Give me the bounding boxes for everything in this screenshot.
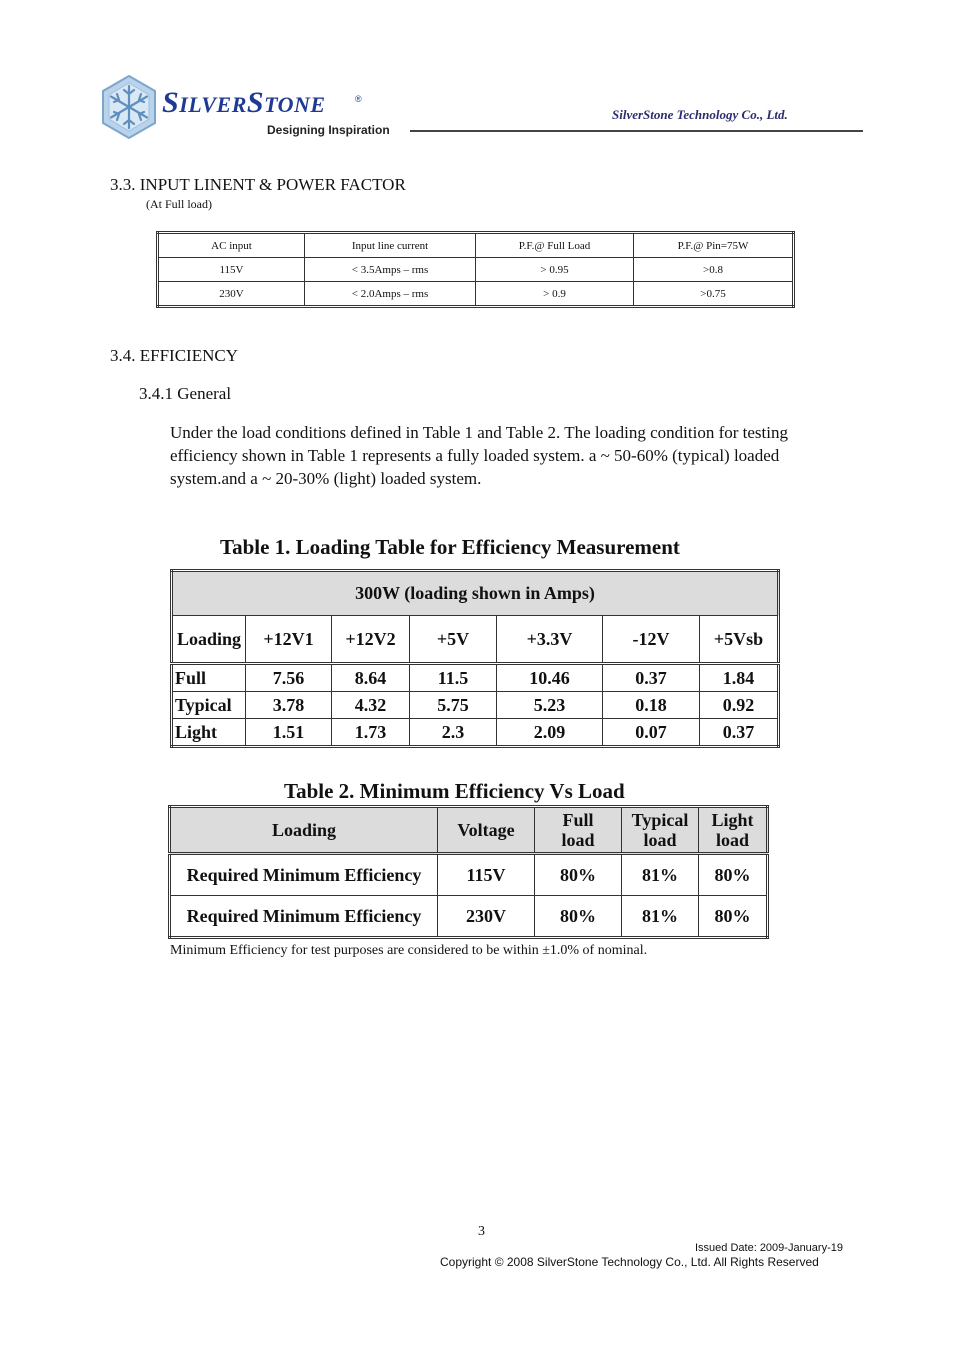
column-header: P.F.@ Pin=75W bbox=[634, 233, 794, 258]
paragraph-line: system.and a ~ 20-30% (light) loaded system. bbox=[170, 469, 482, 488]
table-row bbox=[158, 258, 794, 282]
table-cell: 0.18 bbox=[603, 692, 700, 719]
table-cell: < 2.0Amps – rms bbox=[305, 282, 476, 307]
table-row bbox=[172, 664, 779, 692]
table-cell: 0.07 bbox=[603, 719, 700, 747]
table-row bbox=[158, 282, 794, 307]
table-cell: 80% bbox=[535, 896, 622, 938]
column-header: Loading bbox=[172, 616, 246, 664]
snowflake-logo-icon bbox=[100, 74, 158, 140]
column-header: Voltage bbox=[438, 807, 535, 854]
column-header: +5Vsb bbox=[700, 616, 779, 664]
paragraph-line: efficiency shown in Table 1 represents a fully loaded system. a ~ 50-60% (typical) loaded bbox=[170, 446, 780, 465]
registered-mark: ® bbox=[355, 94, 362, 104]
column-header: Full load bbox=[535, 807, 622, 854]
row-label: Light bbox=[172, 719, 246, 747]
column-header: Input line current bbox=[305, 233, 476, 258]
table-cell: 0.92 bbox=[700, 692, 779, 719]
table2-note: Minimum Efficiency for test purposes are considered to be within ±1.0% of nominal. bbox=[170, 943, 648, 958]
minimum-efficiency-table bbox=[168, 805, 769, 939]
table2-title: Table 2. Minimum Efficiency Vs Load bbox=[284, 779, 625, 803]
table-row bbox=[170, 854, 768, 896]
table-caption-row bbox=[172, 571, 779, 616]
table-header-row bbox=[170, 807, 768, 854]
table-cell: 81% bbox=[622, 896, 699, 938]
table-cell: 4.32 bbox=[332, 692, 410, 719]
loading-table bbox=[170, 569, 780, 748]
row-label: Required Minimum Efficiency bbox=[170, 854, 438, 896]
row-label: Required Minimum Efficiency bbox=[170, 896, 438, 938]
table-row bbox=[172, 719, 779, 747]
table-cell: 5.23 bbox=[497, 692, 603, 719]
column-header: Light load bbox=[699, 807, 768, 854]
table-caption: 300W (loading shown in Amps) bbox=[172, 571, 779, 616]
table-cell: 230V bbox=[438, 896, 535, 938]
table-cell: >0.8 bbox=[634, 258, 794, 282]
section-341-heading: 3.4.1 General bbox=[139, 384, 232, 403]
column-header: AC input bbox=[158, 233, 305, 258]
header-rule bbox=[410, 130, 863, 132]
table-cell: 0.37 bbox=[603, 664, 700, 692]
table-cell: 10.46 bbox=[497, 664, 603, 692]
table-cell: < 3.5Amps – rms bbox=[305, 258, 476, 282]
table-cell: 8.64 bbox=[332, 664, 410, 692]
table-cell: 0.37 bbox=[700, 719, 779, 747]
efficiency-paragraph bbox=[170, 421, 890, 490]
brand-tagline: Designing Inspiration bbox=[267, 123, 390, 137]
column-header: +5V bbox=[410, 616, 497, 664]
table-cell: 115V bbox=[438, 854, 535, 896]
column-header: +3.3V bbox=[497, 616, 603, 664]
column-header: +12V2 bbox=[332, 616, 410, 664]
table-cell: > 0.95 bbox=[476, 258, 634, 282]
section-34-heading: 3.4. EFFICIENCY bbox=[110, 346, 238, 365]
table-cell: 2.09 bbox=[497, 719, 603, 747]
section-33-heading: 3.3. INPUT LINENT & POWER FACTOR bbox=[110, 175, 406, 194]
table-row bbox=[170, 896, 768, 938]
copyright-notice: Copyright © 2008 SilverStone Technology Co., Ltd. All Rights Reserved bbox=[440, 1255, 819, 1269]
table-cell: > 0.9 bbox=[476, 282, 634, 307]
column-header: Typical load bbox=[622, 807, 699, 854]
company-name: SilverStone Technology Co., Ltd. bbox=[612, 107, 788, 122]
table-cell: 11.5 bbox=[410, 664, 497, 692]
table-cell: 7.56 bbox=[246, 664, 332, 692]
issued-date: Issued Date: 2009-January-19 bbox=[695, 1242, 843, 1254]
table1-title: Table 1. Loading Table for Efficiency Measurement bbox=[220, 535, 680, 559]
table-cell: 3.78 bbox=[246, 692, 332, 719]
table-cell: 115V bbox=[158, 258, 305, 282]
table-cell: 80% bbox=[535, 854, 622, 896]
table-cell: 1.84 bbox=[700, 664, 779, 692]
brand-name: SILVERSTONE bbox=[162, 86, 326, 119]
row-label: Full bbox=[172, 664, 246, 692]
table-cell: 80% bbox=[699, 854, 768, 896]
table-cell: 80% bbox=[699, 896, 768, 938]
column-header: P.F.@ Full Load bbox=[476, 233, 634, 258]
table-cell: 2.3 bbox=[410, 719, 497, 747]
row-label: Typical bbox=[172, 692, 246, 719]
table-header-row bbox=[172, 616, 779, 664]
table-cell: 5.75 bbox=[410, 692, 497, 719]
paragraph-line: Under the load conditions defined in Table 1 and Table 2. The loading condition for testing bbox=[170, 423, 788, 442]
section-33-subheading: (At Full load) bbox=[146, 197, 212, 211]
table-header-row bbox=[158, 233, 794, 258]
table-cell: >0.75 bbox=[634, 282, 794, 307]
column-header: -12V bbox=[603, 616, 700, 664]
power-factor-table bbox=[156, 231, 795, 308]
table-cell: 81% bbox=[622, 854, 699, 896]
page-number: 3 bbox=[478, 1224, 485, 1239]
table-cell: 230V bbox=[158, 282, 305, 307]
table-cell: 1.73 bbox=[332, 719, 410, 747]
column-header: Loading bbox=[170, 807, 438, 854]
column-header: +12V1 bbox=[246, 616, 332, 664]
table-cell: 1.51 bbox=[246, 719, 332, 747]
table-row bbox=[172, 692, 779, 719]
